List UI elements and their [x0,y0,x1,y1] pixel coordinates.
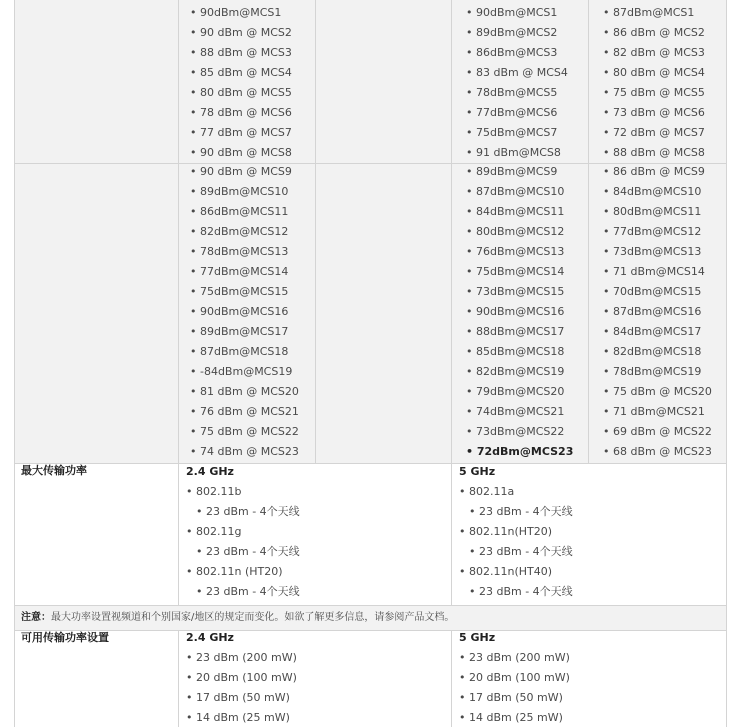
list-item: • 70dBm@MCS15 [603,285,702,298]
list-item: • 76dBm@MCS13 [466,245,565,258]
row-divider-3 [14,605,727,606]
list-item: • 23 dBm - 4个天线 [469,505,573,518]
sensitivity-block2-col-2-4 [190,162,299,462]
list-item: • 90 dBm @ MCS9 [190,165,292,178]
list-item: • 82dBm@MCS18 [603,345,702,358]
list-item: • 82dBm@MCS19 [466,365,565,378]
list-item: • 78dBm@MCS13 [190,245,289,258]
note-row [21,608,454,628]
list-item: • 75dBm@MCS15 [190,285,289,298]
list-item: • 23 dBm - 4个天线 [469,585,573,598]
list-item: • 80dBm@MCS11 [603,205,702,218]
list-item: • 73dBm@MCS13 [603,245,702,258]
list-item: • 89dBm@MCS10 [190,185,289,198]
list-item: • 73dBm@MCS22 [466,425,565,438]
list-item: • 90dBm@MCS16 [466,305,565,318]
max-power-label: 最大传输功率 [21,464,87,477]
list-item: • 75 dBm @ MCS20 [603,385,712,398]
list-item: • 88dBm@MCS17 [466,325,565,338]
list-item: • 86dBm@MCS11 [190,205,289,218]
list-item: • 82dBm@MCS12 [190,225,289,238]
list-item: • 79dBm@MCS20 [466,385,565,398]
list-item: • 81 dBm @ MCS20 [190,385,299,398]
list-item: • 90dBm@MCS1 [466,6,558,19]
list-item: • 78dBm@MCS5 [466,86,558,99]
list-item: • 23 dBm - 4个天线 [196,545,300,558]
list-item: • 71 dBm@MCS14 [603,265,705,278]
list-item: • 91 dBm@MCS8 [466,146,561,159]
list-item: • 74 dBm @ MCS23 [190,445,299,458]
list-item: • 80 dBm @ MCS5 [190,86,292,99]
available-power-5-header: 5 GHz [459,631,496,644]
list-item: • 80 dBm @ MCS4 [603,66,705,79]
sensitivity-block1-col-2-4 [190,3,292,163]
list-item: • 802.11n(HT40) [459,565,553,578]
col-divider-3 [451,0,452,463]
list-item: • 802.11n (HT20) [186,565,283,578]
max-power-2-4-list [186,482,300,602]
list-item: • 14 dBm (25 mW) [186,711,290,724]
list-item: • 88 dBm @ MCS8 [603,146,705,159]
available-power-label: 可用传输功率设置 [21,631,109,644]
table-right-border [726,0,727,727]
col-divider-maxpower-1 [178,463,179,606]
list-item: • 77dBm@MCS14 [190,265,289,278]
list-item: • 23 dBm (200 mW) [186,651,297,664]
list-item: • 86 dBm @ MCS2 [603,26,705,39]
list-item: • 78 dBm @ MCS6 [190,106,292,119]
list-item: • 23 dBm - 4个天线 [196,585,300,598]
list-item: • 87dBm@MCS10 [466,185,565,198]
row-divider-4 [14,630,727,631]
max-power-5-list [459,482,573,602]
list-item: • 75 dBm @ MCS22 [190,425,299,438]
col-divider-maxpower-2 [451,463,452,606]
available-power-2-4-list [186,648,297,728]
list-item: • 20 dBm (100 mW) [186,671,297,684]
list-item: • 86dBm@MCS3 [466,46,558,59]
list-item: • 77dBm@MCS12 [603,225,702,238]
list-item: • 802.11n(HT20) [459,525,553,538]
list-item: • 85 dBm @ MCS4 [190,66,292,79]
list-item: • 86 dBm @ MCS9 [603,165,705,178]
list-item: • 78dBm@MCS19 [603,365,702,378]
list-item: • 89dBm@MCS17 [190,325,289,338]
table-left-border [14,0,15,727]
list-item: • 75dBm@MCS7 [466,126,558,139]
available-power-5-list [459,648,570,728]
list-item: • 71 dBm@MCS21 [603,405,705,418]
list-item: • 802.11b [186,485,242,498]
col-divider-avail-1 [178,630,179,727]
list-item: • 85dBm@MCS18 [466,345,565,358]
list-item: • 20 dBm (100 mW) [459,671,570,684]
list-item: • 23 dBm - 4个天线 [469,545,573,558]
list-item: • 90 dBm @ MCS2 [190,26,292,39]
list-item: • 89dBm@MCS2 [466,26,558,39]
list-item: • 84dBm@MCS11 [466,205,565,218]
list-item: • 84dBm@MCS10 [603,185,702,198]
list-item: • 90dBm@MCS16 [190,305,289,318]
list-item: • 72 dBm @ MCS7 [603,126,705,139]
list-item: • 17 dBm (50 mW) [459,691,563,704]
list-item: • 83 dBm @ MCS4 [466,66,568,79]
list-item: • 23 dBm (200 mW) [459,651,570,664]
list-item: • 77 dBm @ MCS7 [190,126,292,139]
list-item: • 87dBm@MCS16 [603,305,702,318]
note-label: 注意： [21,612,51,623]
list-item: • 89dBm@MCS9 [466,165,558,178]
list-item-highlight: • 72dBm@MCS23 [466,445,574,458]
list-item: • 17 dBm (50 mW) [186,691,290,704]
list-item: • 75dBm@MCS14 [466,265,565,278]
list-item: • 69 dBm @ MCS22 [603,425,712,438]
list-item: • 80dBm@MCS12 [466,225,565,238]
max-power-5-header: 5 GHz [459,465,496,478]
list-item: • 84dBm@MCS17 [603,325,702,338]
available-power-2-4-header: 2.4 GHz [186,631,234,644]
list-item: • 802.11g [186,525,242,538]
list-item: • 802.11a [459,485,515,498]
list-item: • 87dBm@MCS1 [603,6,695,19]
list-item: • 68 dBm @ MCS23 [603,445,712,458]
col-divider-2 [315,0,316,463]
max-power-2-4-header: 2.4 GHz [186,465,234,478]
list-item: • 87dBm@MCS18 [190,345,289,358]
sensitivity-block2-col-5a [466,162,573,462]
list-item: • 23 dBm - 4个天线 [196,505,300,518]
sensitivity-block2-col-5b [603,162,712,462]
list-item: • 73 dBm @ MCS6 [603,106,705,119]
list-item: • 90 dBm @ MCS8 [190,146,292,159]
col-divider-4 [588,0,589,463]
list-item: • 88 dBm @ MCS3 [190,46,292,59]
sensitivity-block1-col-5a [466,3,568,163]
list-item: • 90dBm@MCS1 [190,6,282,19]
col-divider-1 [178,0,179,463]
list-item: • 75 dBm @ MCS5 [603,86,705,99]
note-text: 最大功率设置视频道和个别国家/地区的规定而变化。如欲了解更多信息，请参阅产品文档。 [51,612,455,623]
list-item: • 14 dBm (25 mW) [459,711,563,724]
list-item: • 82 dBm @ MCS3 [603,46,705,59]
list-item: • 77dBm@MCS6 [466,106,558,119]
list-item: • -84dBm@MCS19 [190,365,293,378]
list-item: • 73dBm@MCS15 [466,285,565,298]
list-item: • 74dBm@MCS21 [466,405,565,418]
col-divider-avail-2 [451,630,452,727]
row-divider-2 [14,463,727,464]
list-item: • 76 dBm @ MCS21 [190,405,299,418]
sensitivity-block1-col-5b [603,3,705,163]
